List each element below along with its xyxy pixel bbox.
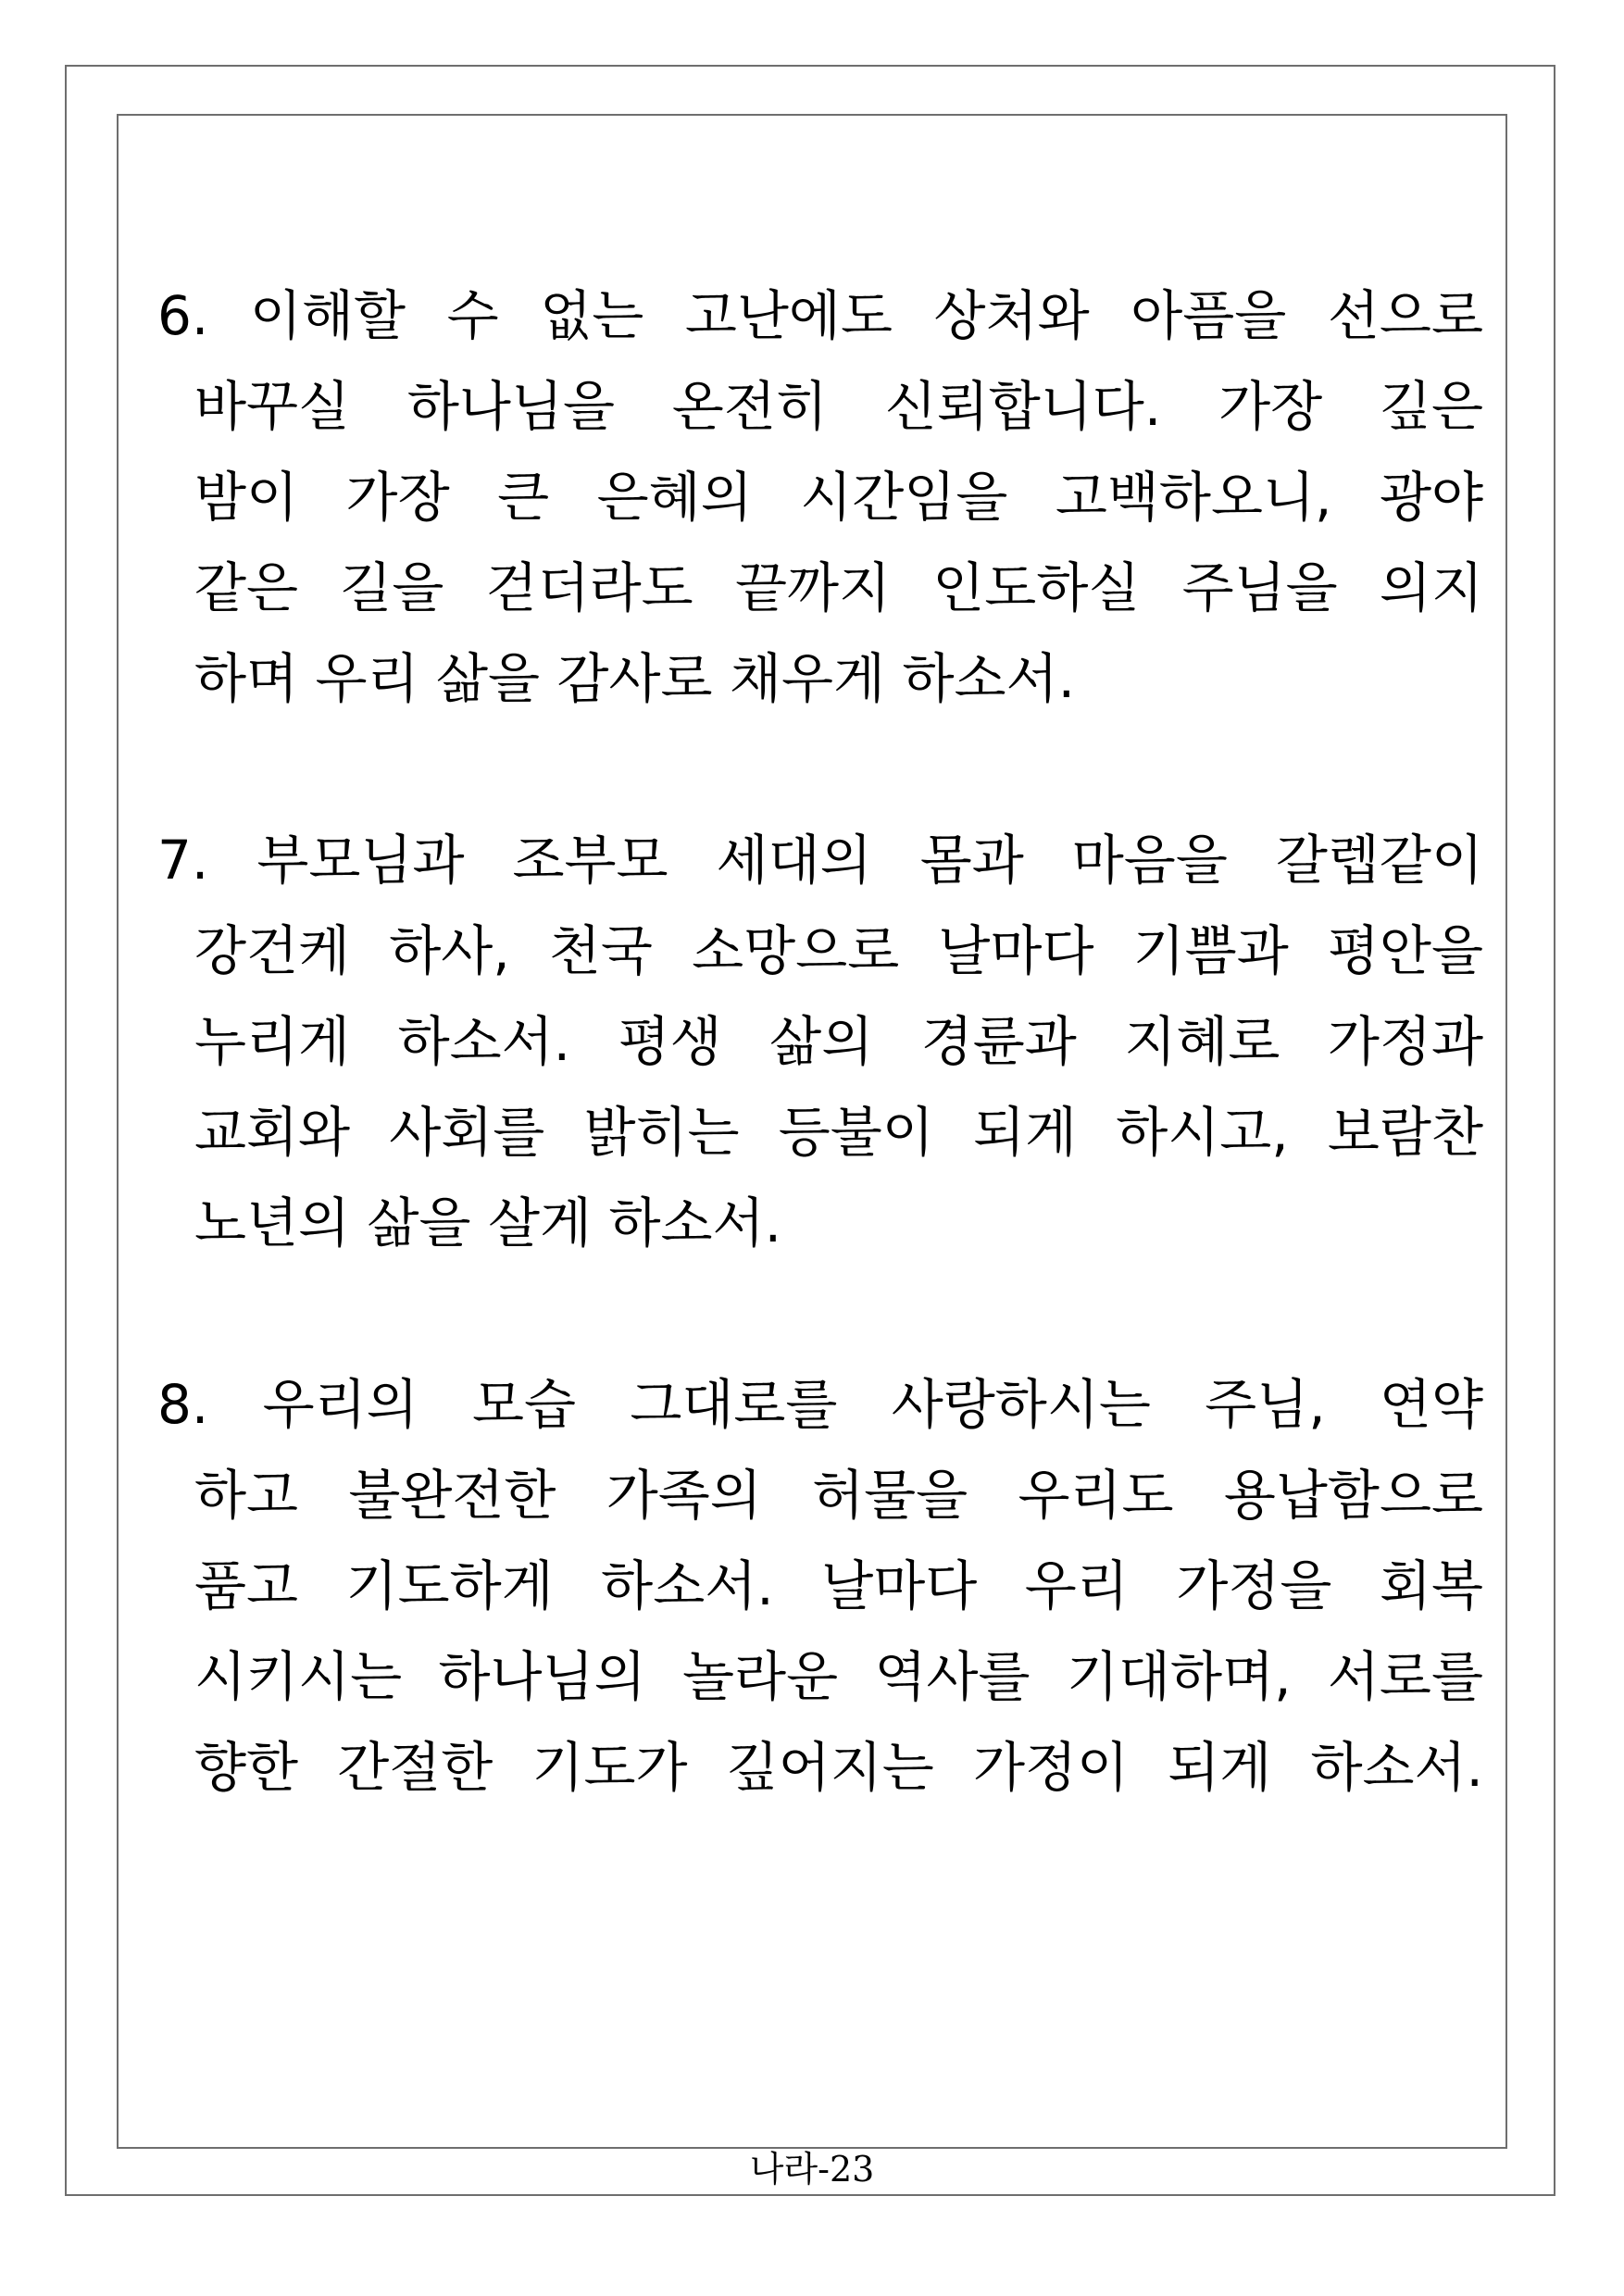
prayer-item-8-line-1: 8. 우리의 모습 그대로를 사랑하시는 주님, 연약: [157, 1373, 1483, 1436]
prayer-list: [157, 270, 1483, 1813]
prayer-item-7-line-2: 강건케 하사, 천국 소망으로 날마다 기쁨과 평안을: [194, 919, 1483, 982]
prayer-item-7: [157, 815, 1483, 1268]
prayer-item-7-line-4: 교회와 사회를 밝히는 등불이 되게 하시고, 보람찬: [194, 1101, 1483, 1164]
prayer-item-8-line-3: 품고 기도하게 하소서. 날마다 우리 가정을 회복: [194, 1554, 1483, 1617]
prayer-item-7-line-5: 노년의 삶을 살게 하소서.: [194, 1192, 782, 1254]
prayer-item-8-line-4: 시키시는 하나님의 놀라운 역사를 기대하며, 서로를: [194, 1645, 1483, 1708]
prayer-item-6-line-5: 하며 우리 삶을 감사로 채우게 하소서.: [194, 647, 1076, 710]
prayer-item-7-line-3: 누리게 하소서. 평생 삶의 경륜과 지혜로 가정과: [194, 1010, 1483, 1073]
prayer-item-8-line-2: 하고 불완전한 가족의 허물을 우리도 용납함으로: [194, 1464, 1483, 1527]
prayer-item-7-line-1: 7. 부모님과 조부모 세대의 몸과 마음을 갈렙같이: [157, 829, 1483, 892]
prayer-item-6-line-1: 6. 이해할 수 없는 고난에도 상처와 아픔을 선으로: [157, 284, 1483, 347]
prayer-item-6: [157, 270, 1483, 724]
prayer-item-6-line-2: 바꾸실 하나님을 온전히 신뢰합니다. 가장 깊은: [194, 375, 1483, 438]
prayer-item-8-line-5: 향한 간절한 기도가 깊어지는 가정이 되게 하소서.: [194, 1736, 1483, 1799]
prayer-item-6-line-4: 같은 길을 걷더라도 끝까지 인도하실 주님을 의지: [194, 556, 1483, 619]
prayer-item-8: [157, 1359, 1483, 1813]
page-number: 나라-23: [749, 2149, 875, 2190]
prayer-item-6-line-3: 밤이 가장 큰 은혜의 시간임을 고백하오니, 광야: [194, 466, 1483, 529]
